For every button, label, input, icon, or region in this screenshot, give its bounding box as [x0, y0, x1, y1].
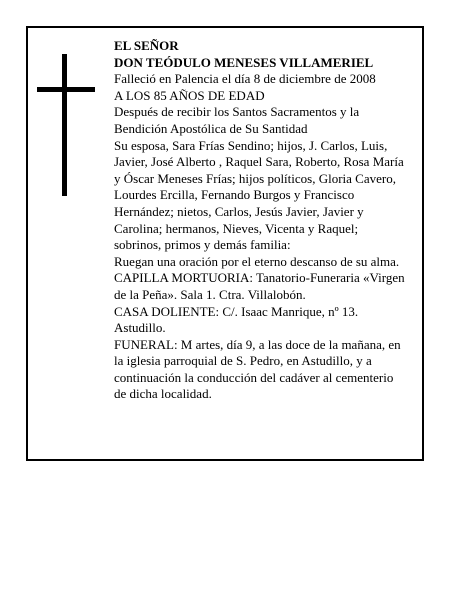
cross-horizontal-bar: [37, 87, 95, 92]
text-line: de la Peña». Sala 1. Ctra. Villalobón.: [114, 286, 306, 302]
text-line: y Óscar Meneses Frías; hijos políticos, Gloria Cavero,: [114, 170, 396, 186]
text-line: Bendición Apostólica de Su Santidad: [114, 120, 308, 136]
obituary-text: [114, 38, 420, 403]
text-line: FUNERAL: M artes, día 9, a las doce de la mañana, en: [114, 336, 401, 352]
text-line: CAPILLA MORTUORIA: Tanatorio-Funeraria «Virgen: [114, 270, 405, 286]
text-line: continuación la conducción del cadáver al cementerio: [114, 369, 394, 385]
text-line: Su esposa, Sara Frías Sendino; hijos, J. Carlos, Luis,: [114, 137, 388, 153]
text-line: Ruegan una oración por el eterno descanso de su alma.: [114, 253, 400, 269]
text-line: de dicha localidad.: [114, 386, 212, 402]
text-line: Astudillo.: [114, 320, 166, 336]
cross-vertical-bar: [62, 54, 67, 196]
text-line: Falleció en Palencia el día 8 de diciembre de 2008: [114, 71, 376, 87]
latin-cross-icon: [37, 54, 95, 196]
text-line: Después de recibir los Santos Sacramentos y la: [114, 104, 360, 120]
text-line: CASA DOLIENTE: C/. Isaac Manrique, nº 13.: [114, 303, 359, 319]
text-line: Hernández; nietos, Carlos, Jesús Javier, Javier y: [114, 203, 364, 219]
text-line: A LOS 85 AÑOS DE EDAD: [114, 87, 265, 103]
heading-title: EL SEÑOR: [114, 38, 179, 53]
text-line: la iglesia parroquial de S. Pedro, en Astudillo, y a: [114, 353, 372, 369]
text-line: sobrinos, primos y demás familia:: [114, 237, 291, 253]
deceased-name: DON TEÓDULO MENESES VILLAMERIEL: [114, 54, 374, 70]
text-line: Lourdes Ercilla, Fernando Burgos y Francisco: [114, 187, 355, 203]
text-line: Carolina; hermanos, Nieves, Vicenta y Raquel;: [114, 220, 359, 236]
text-line: Javier, José Alberto , Raquel Sara, Roberto, Rosa María: [114, 154, 404, 170]
